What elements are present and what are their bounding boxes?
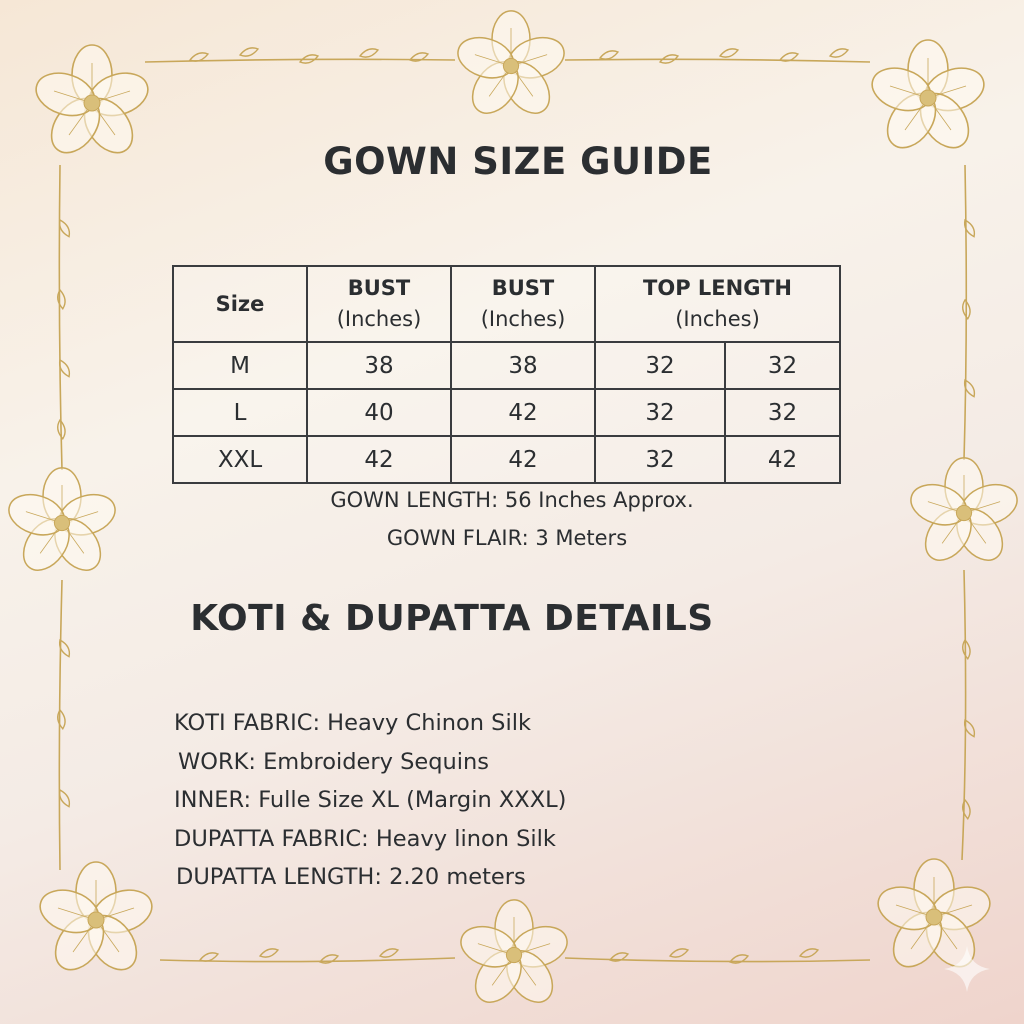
value-cell: 40 — [307, 389, 451, 436]
value-cell: 42 — [451, 436, 595, 483]
sparkle-icon — [944, 946, 990, 992]
size-cell: M — [173, 342, 307, 389]
koti-dupatta-details — [174, 704, 566, 897]
table-row — [173, 342, 840, 389]
size-chart-table — [172, 265, 841, 484]
value-cell: 38 — [451, 342, 595, 389]
detail-koti-fabric: KOTI FABRIC: Heavy Chinon Silk — [174, 710, 531, 736]
value-cell: 42 — [725, 436, 840, 483]
value-cell: 32 — [595, 389, 725, 436]
value-cell: 32 — [595, 342, 725, 389]
gown-length-note: GOWN LENGTH: 56 Inches Approx. — [330, 488, 694, 512]
value-cell: 32 — [725, 389, 840, 436]
detail-work: WORK: Embroidery Sequins — [178, 748, 490, 775]
detail-inner: INNER: Fulle Size XL (Margin XXXL) — [174, 787, 567, 813]
gown-size-guide-title: GOWN SIZE GUIDE — [323, 140, 713, 183]
value-cell: 32 — [725, 342, 840, 389]
header-bust-2: BUST (Inches) — [451, 266, 595, 342]
value-cell: 42 — [451, 389, 595, 436]
table-row — [173, 389, 840, 436]
gown-flair-note: GOWN FLAIR: 3 Meters — [386, 526, 628, 550]
header-top-length: TOP LENGTH (Inches) — [595, 266, 840, 342]
table-row — [173, 436, 840, 483]
value-cell: 42 — [307, 436, 451, 483]
header-size: Size — [173, 266, 307, 342]
table-header-row — [173, 266, 840, 342]
value-cell: 32 — [595, 436, 725, 483]
size-cell: XXL — [173, 436, 307, 483]
size-cell: L — [173, 389, 307, 436]
detail-dupatta-length: DUPATTA LENGTH: 2.20 meters — [176, 864, 526, 890]
header-bust-1: BUST (Inches) — [307, 266, 451, 342]
koti-dupatta-title: KOTI & DUPATTA DETAILS — [190, 598, 714, 639]
detail-dupatta-fabric: DUPATTA FABRIC: Heavy linon Silk — [174, 825, 556, 852]
value-cell: 38 — [307, 342, 451, 389]
